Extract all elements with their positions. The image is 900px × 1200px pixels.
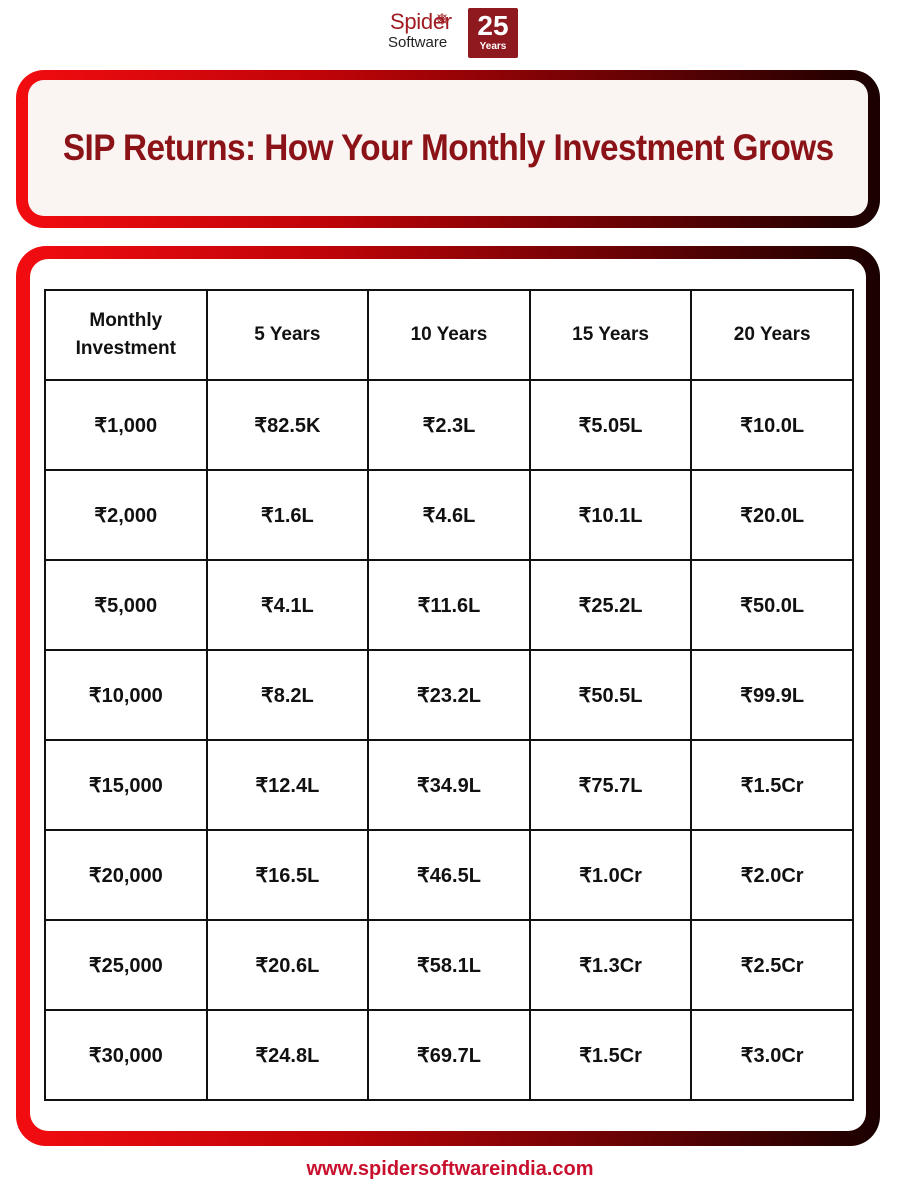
table-cell: ₹16.5L: [207, 830, 369, 920]
table-cell: ₹34.9L: [368, 740, 530, 830]
table-cell-investment: ₹15,000: [45, 740, 207, 830]
title-panel: [16, 70, 880, 228]
table-cell: ₹46.5L: [368, 830, 530, 920]
table-cell: ₹2.5Cr: [691, 920, 853, 1010]
header-monthly-investment: Monthly Investment: [45, 290, 207, 380]
logo-brand-top: Spider: [390, 9, 452, 34]
table-cell: ₹24.8L: [207, 1010, 369, 1100]
website-url[interactable]: www.spidersoftwareindia.com: [306, 1158, 594, 1180]
table-cell: ₹10.1L: [530, 470, 692, 560]
table-cell: ₹50.5L: [530, 650, 692, 740]
badge-label: Years: [479, 41, 507, 52]
table-cell: ₹1.0Cr: [530, 830, 692, 920]
table-cell: ₹1.5Cr: [530, 1010, 692, 1100]
table-cell: ₹4.6L: [368, 470, 530, 560]
brand-logo: [388, 8, 520, 58]
table-row: [45, 920, 853, 1010]
table-cell: ₹4.1L: [207, 560, 369, 650]
badge-number: 25: [477, 10, 509, 41]
title-panel-inner: [28, 80, 868, 216]
table-row: [45, 830, 853, 920]
table-cell: ₹25.2L: [530, 560, 692, 650]
table-cell: ₹20.0L: [691, 470, 853, 560]
table-row: [45, 650, 853, 740]
table-cell: ₹5.05L: [530, 380, 692, 470]
table-row: [45, 470, 853, 560]
table-cell-investment: ₹30,000: [45, 1010, 207, 1100]
table-cell: ₹99.9L: [691, 650, 853, 740]
table-cell: ₹2.0Cr: [691, 830, 853, 920]
table-cell: ₹58.1L: [368, 920, 530, 1010]
table-panel-inner: [30, 259, 866, 1131]
table-cell-investment: ₹1,000: [45, 380, 207, 470]
header-15-years: 15 Years: [530, 290, 692, 380]
header-5-years: 5 Years: [207, 290, 369, 380]
table-cell-investment: ₹20,000: [45, 830, 207, 920]
header-10-years: 10 Years: [368, 290, 530, 380]
table-cell: ₹1.5Cr: [691, 740, 853, 830]
table-cell-investment: ₹5,000: [45, 560, 207, 650]
spider-web-icon: [436, 10, 448, 22]
logo-wordmark: [388, 8, 464, 58]
table-cell: ₹8.2L: [207, 650, 369, 740]
table-header-row: [45, 290, 853, 380]
table-cell: ₹69.7L: [368, 1010, 530, 1100]
table-cell: ₹3.0Cr: [691, 1010, 853, 1100]
logo-brand-bottom: Software: [388, 34, 448, 51]
table-row: [45, 560, 853, 650]
table-cell: ₹11.6L: [368, 560, 530, 650]
table-cell: ₹1.3Cr: [530, 920, 692, 1010]
table-cell-investment: ₹2,000: [45, 470, 207, 560]
table-cell: ₹50.0L: [691, 560, 853, 650]
table-row: [45, 380, 853, 470]
table-cell: ₹10.0L: [691, 380, 853, 470]
table-cell: ₹2.3L: [368, 380, 530, 470]
table-cell-investment: ₹10,000: [45, 650, 207, 740]
header-20-years: 20 Years: [691, 290, 853, 380]
sip-returns-table: [44, 289, 854, 1101]
table-panel: [16, 246, 880, 1146]
table-cell: ₹23.2L: [368, 650, 530, 740]
table-cell: ₹82.5K: [207, 380, 369, 470]
table-cell: ₹1.6L: [207, 470, 369, 560]
table-cell: ₹12.4L: [207, 740, 369, 830]
table-row: [45, 1010, 853, 1100]
table-row: [45, 740, 853, 830]
anniversary-badge: [468, 8, 518, 58]
table-cell: ₹20.6L: [207, 920, 369, 1010]
table-cell: ₹75.7L: [530, 740, 692, 830]
page-title: SIP Returns: How Your Monthly Investment Grows: [62, 127, 834, 168]
table-cell-investment: ₹25,000: [45, 920, 207, 1010]
